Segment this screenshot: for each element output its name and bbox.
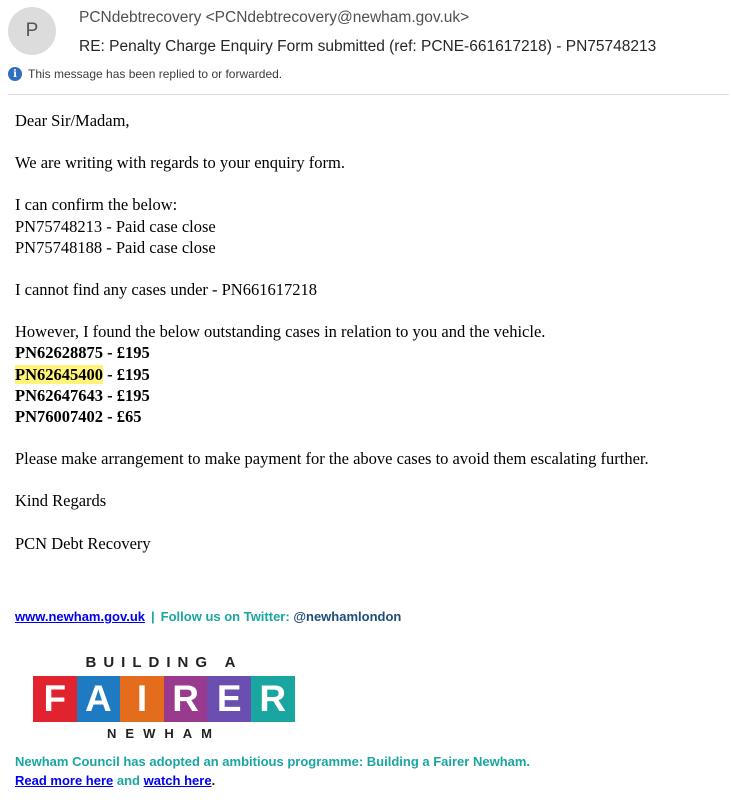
sign-off: Kind Regards	[15, 491, 107, 511]
logo-top-text: BUILDING A	[85, 654, 243, 671]
programme-period: .	[211, 773, 216, 788]
sender-avatar[interactable]: P	[8, 7, 56, 55]
confirmed-case: PN75748213 - Paid case close	[15, 216, 216, 236]
twitter-label: Follow us on Twitter:	[160, 609, 290, 624]
payment-request: Please make arrangement to make payment for the above cases to avoid them escalating further.	[15, 449, 649, 469]
read-more-link[interactable]: Read more here	[15, 773, 114, 788]
case-ref-highlighted: PN62645400	[15, 364, 103, 384]
logo-tiles	[33, 676, 295, 722]
case-amount: - £195	[103, 364, 150, 384]
programme-text: Newham Council has adopted an ambitious programme: Building a Fairer Newham.	[15, 754, 531, 769]
watch-link[interactable]: watch here	[143, 773, 212, 788]
logo-tile: A	[77, 676, 121, 722]
logo-bottom-text: NEWHAM	[107, 726, 221, 741]
outstanding-case	[15, 364, 725, 385]
email-subject: RE: Penalty Charge Enquiry Form submitted (ref: PCNE-661617218) - PN75748213	[79, 38, 657, 55]
case-amount: - £195	[103, 385, 150, 405]
greeting: Dear Sir/Madam,	[15, 111, 130, 130]
twitter-handle: @newhamlondon	[293, 609, 402, 624]
separator: |	[151, 609, 155, 624]
reply-notice	[8, 66, 282, 82]
header-divider	[8, 94, 729, 95]
logo-tile: F	[33, 676, 77, 722]
case-ref: PN76007402	[15, 407, 103, 427]
email-header	[0, 0, 731, 96]
case-ref: PN62647643	[15, 385, 103, 405]
logo-tile: E	[207, 676, 251, 722]
case-amount: - £195	[103, 343, 150, 363]
outstanding-case	[15, 342, 725, 363]
outstanding-case	[15, 406, 725, 427]
sender-address[interactable]: PCNdebtrecovery <PCNdebtrecovery@newham.gov.uk>	[79, 9, 470, 26]
programme-note	[15, 752, 530, 790]
confirm-intro: I can confirm the below:	[15, 195, 178, 215]
intro-line: We are writing with regards to your enquiry form.	[15, 153, 345, 173]
outstanding-case	[15, 385, 725, 406]
info-icon: i	[8, 67, 22, 81]
signature-links	[15, 609, 401, 624]
website-link[interactable]: www.newham.gov.uk	[15, 609, 146, 624]
building-a-fairer-newham-logo	[33, 654, 295, 744]
logo-tile: R	[251, 676, 295, 722]
reply-notice-text: This message has been replied to or forwarded.	[28, 67, 283, 81]
not-found-line: I cannot find any cases under - PN661617218	[15, 280, 317, 300]
outstanding-intro: However, I found the below outstanding cases in relation to you and the vehicle.	[15, 322, 546, 342]
email-body	[15, 110, 725, 554]
case-ref: PN62628875	[15, 343, 103, 363]
programme-and: and	[116, 773, 141, 788]
logo-tile: I	[120, 676, 164, 722]
confirmed-case: PN75748188 - Paid case close	[15, 237, 216, 257]
logo-tile: R	[164, 676, 208, 722]
case-amount: - £65	[103, 407, 142, 427]
team-name: PCN Debt Recovery	[15, 533, 151, 553]
